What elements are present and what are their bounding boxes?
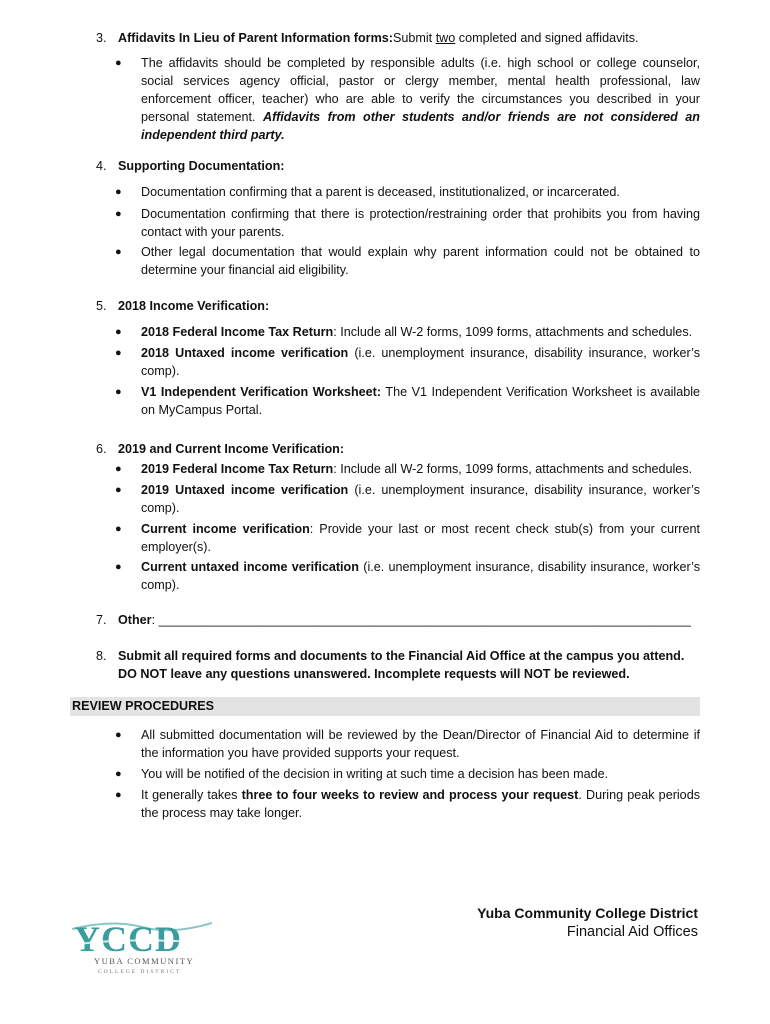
item-number: 7. [96,613,107,627]
item-heading: 2018 Income Verification: [118,299,270,313]
bullet-icon: ● [115,729,122,741]
org-name: Yuba Community College District [477,905,698,921]
bullet-icon: ● [115,463,122,475]
bullet-item [115,765,700,783]
bullet-text: 2018 Federal Income Tax Return: Include all W-2 forms, 1099 forms, attachments and schedules. [141,325,693,339]
item-heading: Other [118,613,152,627]
logo-line-1: YUBA COMMUNITY [94,956,195,966]
bullet-icon: ● [115,484,122,496]
logo-line-2: COLLEGE DISTRICT [98,969,182,975]
item-heading: Supporting Documentation: [118,159,285,173]
bullet-text: Current income verification: Provide your last or most recent check stub(s) from your current employer(s). [141,522,700,554]
office-name: Financial Aid Offices [566,924,698,940]
bullet-item [115,323,700,341]
bullet-text: 2019 Federal Income Tax Return: Include all W-2 forms, 1099 forms, attachments and schedules. [141,462,693,476]
item-number: 4. [96,159,107,173]
bullet-icon: ● [115,386,122,398]
bullet-item [115,183,700,201]
section-header: REVIEW PROCEDURES [70,697,700,716]
bullet-text: It generally takes three to four weeks to review and process your request. During peak periods the process may take longer. [141,788,700,820]
bullet-text: All submitted documentation will be reviewed by the Dean/Director of Financial Aid to determine if the information you have provided supports your request. [141,728,700,760]
item-intro-underlined: two [435,31,456,45]
emphasis-text: Affidavits from other students and/or friends are not considered an independent third party. [141,110,701,142]
bullet-icon: ● [115,186,122,198]
footer-organization [477,904,698,942]
bullet-item [115,344,700,380]
bullet-icon: ● [115,246,122,258]
item-intro-a: Submit [392,31,436,45]
bullet-icon: ● [115,561,122,573]
bullet-icon: ● [115,523,122,535]
bullet-icon: ● [115,347,122,359]
bullet-text: Documentation confirming that a parent is deceased, institutionalized, or incarcerated. [141,185,620,199]
yccd-logo [72,915,212,977]
bullet-item [115,205,700,241]
item-heading: 2019 and Current Income Verification: [118,442,345,456]
item-3-line [118,29,700,47]
bullet-text: Documentation confirming that there is protection/restraining order that prohibits you from having contact with your parents. [141,207,700,239]
bullet-text: Other legal documentation that would explain why parent information could not be obtained to determine your financial aid eligibility. [141,245,700,277]
logo-icon [72,915,212,977]
blank-line: : ____________________________________________________________________________ [151,613,691,627]
item-number: 8. [96,649,107,663]
bullet-item [115,54,701,144]
bullet-text: 2019 Untaxed income verification (i.e. unemployment insurance, disability insurance, worker’s comp). [141,483,700,515]
bullet-item [115,481,700,517]
bullet-icon: ● [115,57,122,69]
bullet-item [115,460,700,478]
logo-letters: YCCD [74,919,182,959]
bullet-icon: ● [115,789,122,801]
item-number: 3. [96,31,107,45]
item-intro-b: completed and signed affidavits. [455,31,639,45]
bullet-item [115,243,700,279]
item-7-line [118,611,700,629]
bullet-item [115,726,700,762]
item-number: 6. [96,442,107,456]
bullet-icon: ● [115,208,122,220]
bullet-text: The affidavits should be completed by responsible adults (i.e. high school or college counselor, social services agency official, pastor or clergy member, mental health professional, law enforcement officer, teacher) who are able to verify the circumstances you described in your personal statement. Affidavits from other students and/or friends are not considered an independent third party. [141,56,701,142]
bullet-item [115,558,700,594]
bullet-item [115,786,700,822]
item-heading: Submit all required forms and documents to the Financial Aid Office at the campus you attend. DO NOT leave any questions unanswered. Incomplete requests will NOT be reviewed. [118,649,685,681]
bullet-text: 2018 Untaxed income verification (i.e. unemployment insurance, disability insurance, worker’s comp). [141,346,700,378]
bullet-text: You will be notified of the decision in writing at such time a decision has been made. [141,767,609,781]
bullet-icon: ● [115,768,122,780]
bullet-text: V1 Independent Verification Worksheet: The V1 Independent Verification Worksheet is available on MyCampus Portal. [141,385,701,417]
bullet-item [115,520,700,556]
item-number: 5. [96,299,107,313]
bullet-icon: ● [115,326,122,338]
bullet-item [115,383,701,419]
item-heading: Affidavits In Lieu of Parent Information forms: [118,31,393,45]
bullet-text: Current untaxed income verification (i.e. unemployment insurance, disability insurance, worker’s comp). [141,560,700,592]
